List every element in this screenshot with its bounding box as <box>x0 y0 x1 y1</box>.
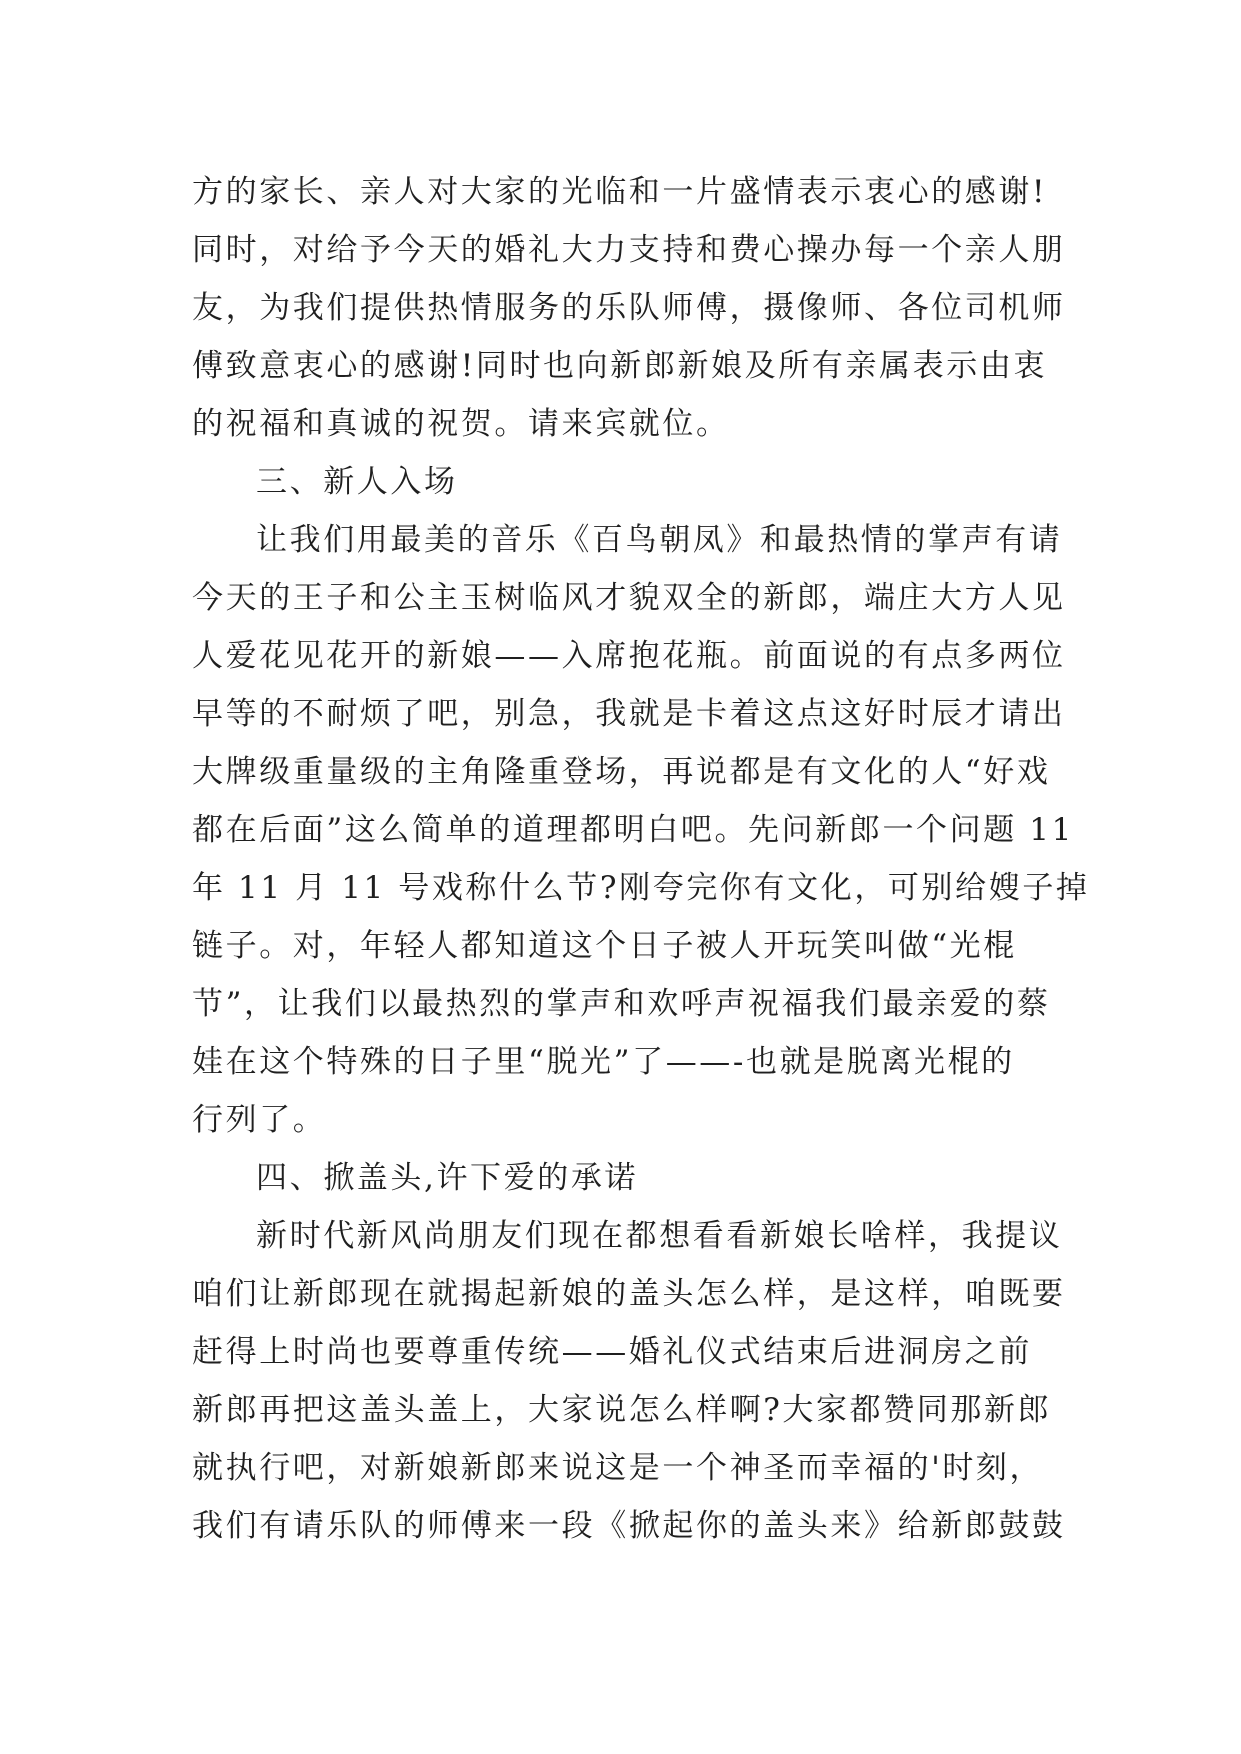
text-line: 娃在这个特殊的日子里“脱光”了——-也就是脱离光棍的 <box>192 1044 1015 1080</box>
text-line: 大牌级重量级的主角隆重登场，再说都是有文化的人“好戏 <box>192 754 1051 790</box>
text-line: 链子。对，年轻人都知道这个日子被人开玩笑叫做“光棍 <box>192 928 1017 964</box>
text-line: 同时，对给予今天的婚礼大力支持和费心操办每一个亲人朋 <box>192 232 1066 268</box>
text-line: 早等的不耐烦了吧，别急，我就是卡着这点这好时辰才请出 <box>192 696 1066 732</box>
text-line: 傅致意衷心的感谢!同时也向新郎新娘及所有亲属表示由衷 <box>192 348 1048 384</box>
text-line: 都在后面”这么简单的道理都明白吧。先问新郎一个问题 11 <box>192 812 1074 848</box>
text-line: 友，为我们提供热情服务的乐队师傅，摄像师、各位司机师 <box>192 290 1066 326</box>
document-body <box>192 163 1090 1555</box>
paragraph-start-line: 三、新人入场 <box>256 464 458 500</box>
text-line: 年 11 月 11 号戏称什么节?刚夸完你有文化，可别给嫂子掉 <box>192 870 1090 906</box>
text-line: 的祝福和真诚的祝贺。请来宾就位。 <box>192 406 730 442</box>
text-line: 赶得上时尚也要尊重传统——婚礼仪式结束后进洞房之前 <box>192 1334 1032 1370</box>
text-line: 我们有请乐队的师傅来一段《掀起你的盖头来》给新郎鼓鼓 <box>192 1508 1066 1544</box>
text-line: 节”，让我们以最热烈的掌声和欢呼声祝福我们最亲爱的蔡 <box>192 986 1051 1022</box>
text-line: 行列了。 <box>192 1102 327 1138</box>
paragraph-start-line: 四、掀盖头,许下爱的承诺 <box>256 1160 639 1196</box>
paragraph-start-line: 让我们用最美的音乐《百鸟朝凤》和最热情的掌声有请 <box>256 522 1063 558</box>
paragraph-start-line: 新时代新风尚朋友们现在都想看看新娘长啥样，我提议 <box>256 1218 1063 1254</box>
text-line: 今天的王子和公主玉树临风才貌双全的新郎，端庄大方人见 <box>192 580 1066 616</box>
text-line: 方的家长、亲人对大家的光临和一片盛情表示衷心的感谢! <box>192 174 1048 210</box>
text-line: 就执行吧，对新娘新郎来说这是一个神圣而幸福的'时刻， <box>192 1450 1044 1486</box>
text-line: 新郎再把这盖头盖上，大家说怎么样啊?大家都赞同那新郎 <box>192 1392 1052 1428</box>
text-line: 人爱花见花开的新娘——入席抱花瓶。前面说的有点多两位 <box>192 638 1066 674</box>
text-line: 咱们让新郎现在就揭起新娘的盖头怎么样，是这样，咱既要 <box>192 1276 1066 1312</box>
